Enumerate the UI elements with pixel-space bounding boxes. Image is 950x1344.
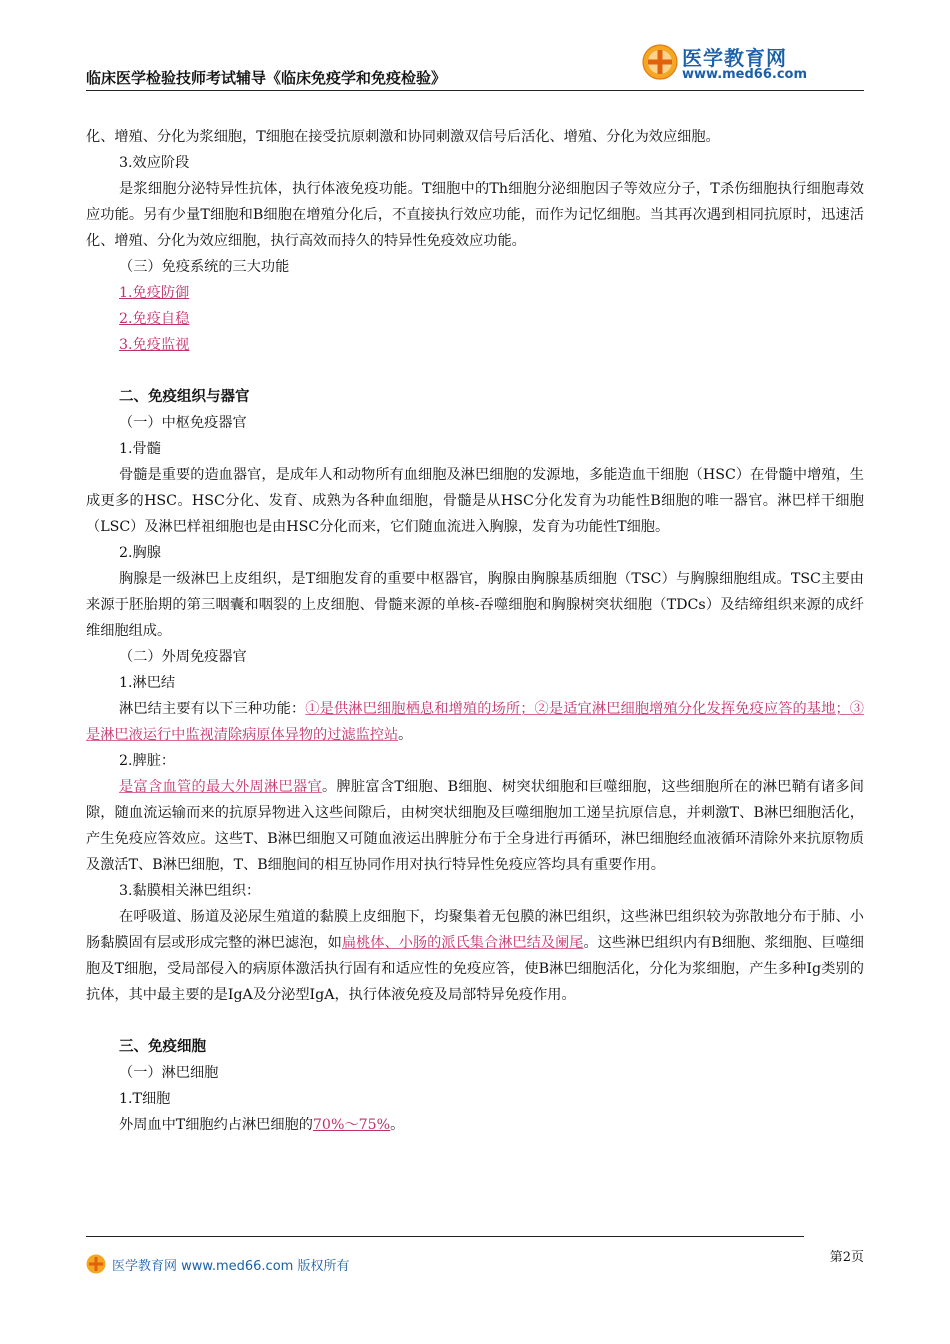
- logo-name: 医学教育网: [682, 46, 787, 70]
- text: 外周血中T细胞约占淋巴细胞的: [119, 1117, 313, 1133]
- text: 。: [390, 1117, 405, 1133]
- subheading: 2.胸腺: [119, 545, 161, 561]
- link-spleen-definition[interactable]: 是富含血管的最大外周淋巴器官: [119, 779, 322, 795]
- subheading: （一）中枢免疫器官: [119, 415, 247, 431]
- subheading: 1.淋巴结: [119, 675, 176, 691]
- paragraph: 是浆细胞分泌特异性抗体，执行体液免疫功能。T细胞中的Th细胞分泌细胞因子等效应分子，T杀伤细胞执行细胞毒效应功能。另有少量T细胞和B细胞在增殖分化后，不直接执行效应功能，而作为记忆细胞。当其再次遇到相同抗原时，迅速活化、增殖、分化为效应细胞，执行高效而持久的特异性免疫效应功能。: [86, 181, 864, 249]
- paragraph: [86, 1112, 864, 1138]
- subheading: 1.骨髓: [119, 441, 161, 457]
- subheading: 2.脾脏：: [119, 753, 176, 769]
- document-body: [86, 124, 864, 1138]
- med66-logo-icon: [642, 44, 678, 80]
- link-immune-defense[interactable]: 1.免疫防御: [119, 285, 190, 301]
- subheading: 1.T细胞: [119, 1091, 171, 1107]
- link-lymph-node-functions[interactable]: ①是供淋巴细胞栖息和增殖的场所；②是适宜淋巴细胞增殖分化发挥免疫应答的基地；③是淋巴液运行中监视清除病原体异物的过滤监控站: [86, 701, 864, 743]
- subheading: 3.效应阶段: [119, 155, 190, 171]
- text: 。: [398, 727, 413, 743]
- page-number: 第2页: [829, 1250, 864, 1265]
- paragraph: [86, 696, 864, 748]
- paragraph: 骨髓是重要的造血器官，是成年人和动物所有血细胞及淋巴细胞的发源地，多能造血干细胞（HSC）在骨髓中增殖，生成更多的HSC。HSC分化、发育、成熟为各种血细胞，骨髓是从HSC分化发育为功能性B细胞的唯一器官。淋巴样干细胞（LSC）及淋巴样祖细胞也是由HSC分化而来，它们随血流进入胸腺，发育为功能性T细胞。: [86, 467, 864, 535]
- paragraph: 胸腺是一级淋巴上皮组织，是T细胞发育的重要中枢器官，胸腺由胸腺基质细胞（TSC）与胸腺细胞组成。TSC主要由来源于胚胎期的第三咽囊和咽裂的上皮细胞、骨髓来源的单核-吞噬细胞和胸腺树突状细胞（TDCs）及结缔组织来源的成纤维细胞组成。: [86, 571, 864, 639]
- link-malt-examples[interactable]: 扁桃体、小肠的派氏集合淋巴结及阑尾: [341, 935, 584, 951]
- subheading: （二）外周免疫器官: [119, 649, 247, 665]
- logo-url: www.med66.com: [682, 67, 808, 82]
- med66-logo-icon: [86, 1254, 106, 1274]
- text: 淋巴结主要有以下三种功能：: [119, 701, 306, 717]
- document-title: 临床医学检验技师考试辅导《临床免疫学和免疫检验》: [86, 69, 447, 87]
- text: 。脾脏富含T细胞、B细胞、树突状细胞和巨噬细胞，这些细胞所在的淋巴鞘有诸多间隙，随血流运输而来的抗原异物进入这些间隙后，由树突状细胞及巨噬细胞加工递呈抗原信息，并刺激T、B淋巴细胞活化，产生免疫应答效应。这些T、B淋巴细胞又可随血液运出脾脏分布于全身进行再循环，淋巴细胞经血液循环清除外来抗原物质及激活T、B淋巴细胞，T、B细胞间的相互协同作用对执行特异性免疫应答均具有重要作用。: [86, 779, 864, 873]
- subheading: 3.黏膜相关淋巴组织：: [119, 883, 261, 899]
- spacer: [86, 1008, 864, 1034]
- subheading: （三）免疫系统的三大功能: [119, 259, 290, 275]
- link-t-cell-percentage[interactable]: 70%～75%: [312, 1117, 391, 1133]
- subheading: （一）淋巴细胞: [119, 1065, 219, 1081]
- site-logo[interactable]: [642, 42, 842, 86]
- footer-divider: [86, 1236, 804, 1237]
- footer-copyright: 医学教育网 www.med66.com 版权所有: [112, 1259, 350, 1274]
- header-divider: [86, 90, 864, 91]
- link-immune-surveillance[interactable]: 3.免疫监视: [119, 337, 190, 353]
- paragraph: 化、增殖、分化为浆细胞，T细胞在接受抗原刺激和协同刺激双信号后活化、增殖、分化为效应细胞。: [86, 129, 720, 145]
- spacer: [86, 358, 864, 384]
- section-heading: 三、免疫细胞: [119, 1039, 206, 1055]
- link-immune-homeostasis[interactable]: 2.免疫自稳: [119, 311, 190, 327]
- text: 在呼吸道、肠道及泌尿生殖道的黏膜上皮细胞下，均聚集着无包膜的淋巴组织，这些淋巴组织较为弥散地分布于肺、小肠黏膜固有层或形成完整的淋巴滤泡，如: [86, 909, 864, 951]
- section-heading: 二、免疫组织与器官: [119, 389, 250, 405]
- paragraph: [86, 904, 864, 1008]
- page-header: [86, 40, 864, 90]
- text: 。这些淋巴组织内有B细胞、浆细胞、巨噬细胞及T细胞，受局部侵入的病原体激活执行固有和适应性的免疫应答，使B淋巴细胞活化，分化为浆细胞，产生多种Ig类别的抗体，其中最主要的是IgA及分泌型IgA，执行体液免疫及局部特异免疫作用。: [86, 935, 864, 1003]
- paragraph: [86, 774, 864, 878]
